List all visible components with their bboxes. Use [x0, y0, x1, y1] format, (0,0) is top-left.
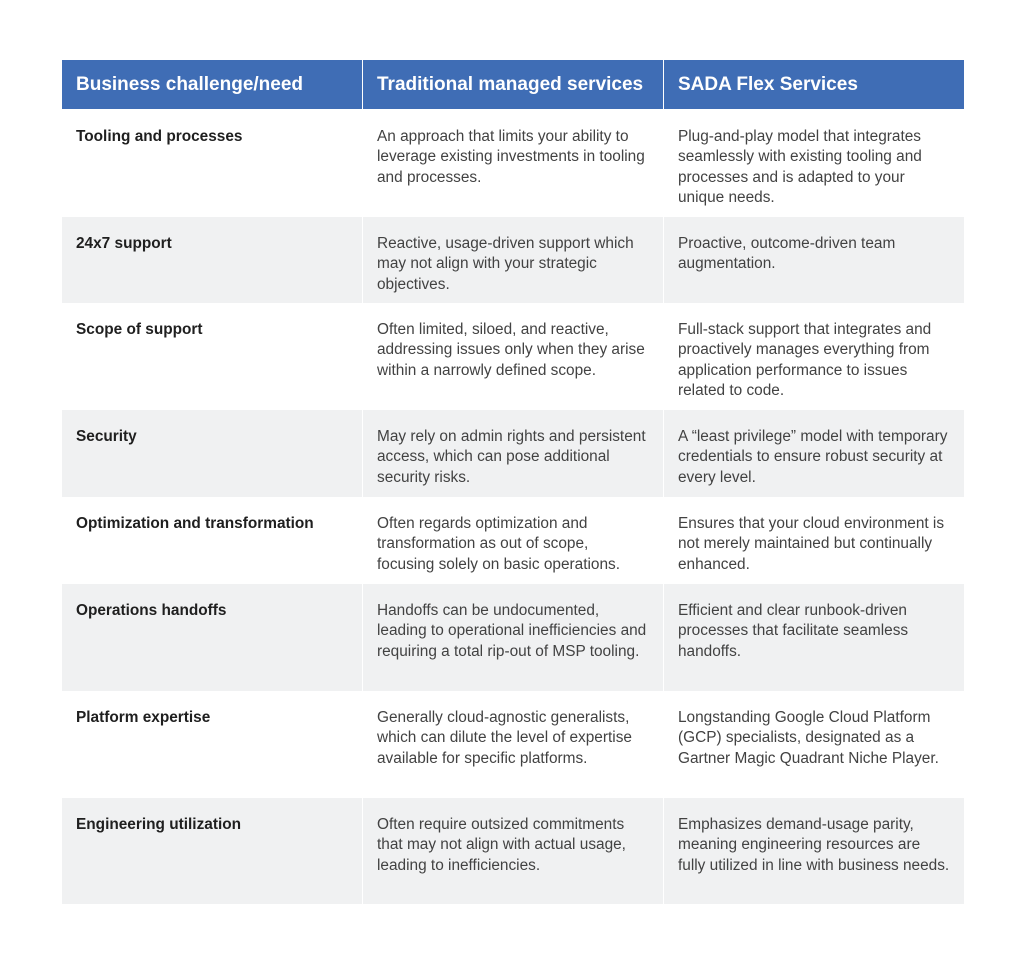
- row-traditional: May rely on admin rights and persistent access, which can pose additional security risks.: [363, 410, 663, 497]
- row-need: Security: [62, 410, 362, 497]
- row-traditional: Often limited, siloed, and reactive, addressing issues only when they arise within a narrowly defined scope.: [377, 321, 645, 379]
- header-traditional-managed-services: Traditional managed services: [363, 60, 663, 109]
- row-sada: Efficient and clear runbook-driven processes that facilitate seamless handoffs.: [664, 584, 964, 691]
- row-need: Operations handoffs: [62, 584, 362, 691]
- row-need: Tooling and processes: [76, 128, 243, 145]
- row-sada: Longstanding Google Cloud Platform (GCP) specialists, designated as a Gartner Magic Quadrant Niche Player.: [678, 709, 939, 767]
- row-sada: A “least privilege” model with temporary credentials to ensure robust security at every level.: [664, 410, 964, 497]
- row-sada: Full-stack support that integrates and proactively manages everything from application performance to issues related to code.: [678, 321, 932, 399]
- row-traditional: Often require outsized commitments that may not align with actual usage, leading to inefficiencies.: [363, 798, 663, 904]
- row-need: 24x7 support: [62, 217, 362, 303]
- row-need: Engineering utilization: [62, 798, 362, 904]
- row-traditional: Generally cloud-agnostic generalists, which can dilute the level of expertise available for specific platforms.: [377, 709, 632, 767]
- row-traditional: Handoffs can be undocumented, leading to operational inefficiencies and requiring a total rip-out of MSP tooling.: [363, 584, 663, 691]
- header-business-challenge: Business challenge/need: [62, 60, 362, 109]
- row-need: Scope of support: [76, 321, 203, 338]
- row-sada: Plug-and-play model that integrates seamlessly with existing tooling and processes and is adapted to your unique needs.: [678, 128, 922, 206]
- row-sada: Ensures that your cloud environment is not merely maintained but continually enhanced.: [678, 515, 945, 573]
- row-traditional: Reactive, usage-driven support which may not align with your strategic objectives.: [363, 217, 663, 303]
- row-need: Platform expertise: [76, 709, 211, 726]
- row-traditional: Often regards optimization and transformation as out of scope, focusing solely on basic operations.: [377, 515, 620, 573]
- row-sada: Proactive, outcome-driven team augmentation.: [664, 217, 964, 303]
- row-need: Optimization and transformation: [76, 515, 314, 532]
- row-traditional: An approach that limits your ability to leverage existing investments in tooling and processes.: [377, 128, 645, 186]
- header-sada-flex-services: SADA Flex Services: [664, 60, 964, 109]
- row-sada: Emphasizes demand-usage parity, meaning engineering resources are fully utilized in line with business needs.: [664, 798, 964, 904]
- comparison-table: [62, 60, 964, 904]
